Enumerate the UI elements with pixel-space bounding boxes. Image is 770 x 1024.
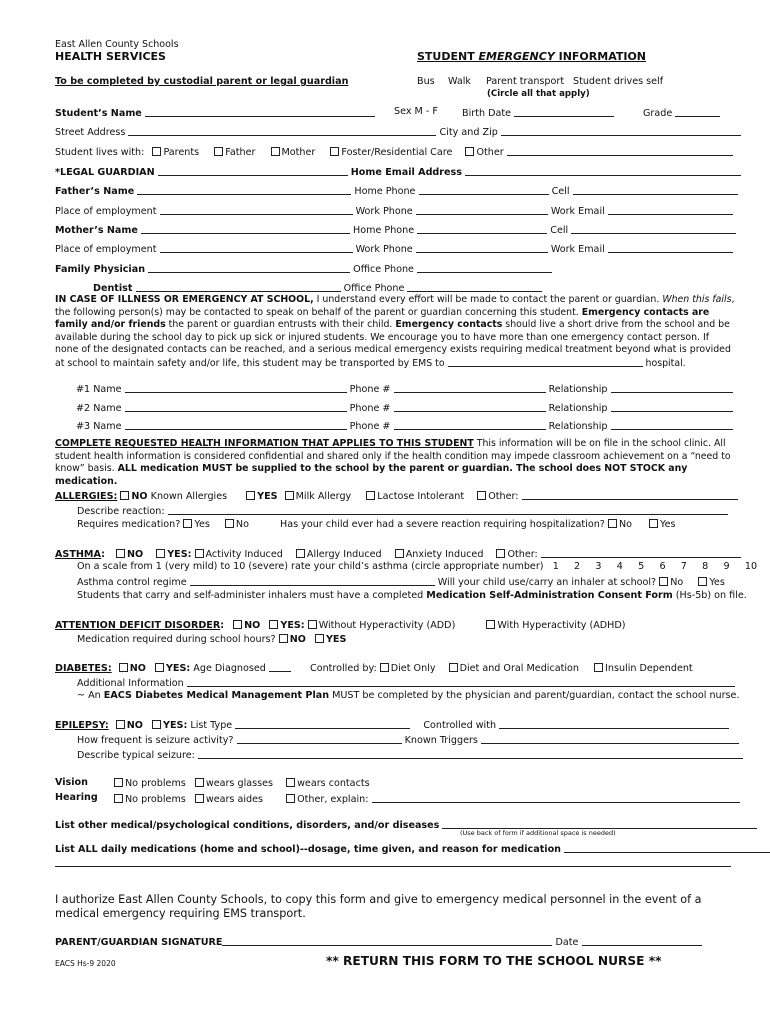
asthma-scale-numbers[interactable]: 1 2 3 4 5 6 7 8 9 10 (552, 561, 758, 572)
allergies-other-checkbox[interactable]: Other: (477, 491, 518, 502)
transport-walk[interactable]: Walk (448, 76, 471, 87)
requires-yes-checkbox[interactable]: Yes (183, 519, 210, 530)
allergy-induced-checkbox[interactable]: Allergy Induced (296, 549, 382, 560)
signature-row: PARENT/GUARDIAN SIGNATURE Date (55, 936, 702, 948)
lactose-checkbox[interactable]: Lactose Intolerant (366, 491, 464, 502)
describe-reaction-row: Describe reaction: (77, 505, 728, 517)
legal-guardian-field[interactable] (158, 166, 348, 176)
foster-checkbox[interactable]: Foster/Residential Care (330, 147, 452, 158)
return-note: ** RETURN THIS FORM TO THE SCHOOL NURSE ** (326, 954, 662, 968)
activity-induced-checkbox[interactable]: Activity Induced (195, 549, 283, 560)
with-hyperactivity-checkbox[interactable]: With Hyperactivity (ADHD) (486, 620, 625, 631)
dentist-row: Dentist Office Phone (93, 282, 542, 294)
contact-3-phone-field[interactable] (394, 420, 546, 430)
back-of-form-note: (Use back of form if additional space is needed) (460, 829, 616, 837)
contact-2-phone-field[interactable] (394, 402, 546, 412)
emergency-contact-2: #2 Name Phone # Relationship (76, 402, 733, 414)
severe-yes-checkbox[interactable]: Yes (649, 519, 676, 530)
birth-date-row: Birth Date (462, 107, 614, 119)
emergency-contact-1: #1 Name Phone # Relationship (76, 383, 733, 395)
add-yes-checkbox[interactable]: YES: (269, 620, 304, 631)
form-title: STUDENT EMERGENCY INFORMATION (417, 50, 647, 63)
street-address-field[interactable] (128, 126, 436, 136)
allergies-other-field[interactable] (522, 490, 738, 500)
mother-work-phone-field[interactable] (416, 243, 548, 253)
dentist-field[interactable] (136, 282, 341, 292)
diabetes-additional-row: Additional Information (77, 677, 735, 689)
contact-2-relationship-field[interactable] (611, 402, 733, 412)
add-row: ATTENTION DEFICIT DISORDER: NO YES: Without Hyperactivity (ADD) With Hyperactivity (ADHD) (55, 620, 626, 631)
without-hyperactivity-checkbox[interactable]: Without Hyperactivity (ADD) (308, 620, 456, 631)
asthma-yes-checkbox[interactable]: YES: (156, 549, 191, 560)
sex-field[interactable]: Sex M - F (394, 106, 438, 117)
health-paragraph: COMPLETE REQUESTED HEALTH INFORMATION THAT APPLIES TO THIS STUDENT This information will be on file in the school clinic. All student health information is considered confidential and shared only if the health condition may impede classroom achievement on a “need to know” basis. ALL medication MUST be supplied to the school by the parent or guardian. The school does NOT STOCK any medication. (55, 438, 731, 487)
inhaler-yes-checkbox[interactable]: Yes (698, 577, 725, 588)
father-row: Father’s Name Home Phone Cell (55, 185, 738, 197)
father-checkbox[interactable]: Father (214, 147, 255, 158)
other-checkbox[interactable]: Other (465, 147, 503, 158)
diabetes-yes-checkbox[interactable]: YES: (155, 663, 190, 674)
add-medication-row: Medication required during school hours? NO YES (77, 634, 347, 645)
self-admin-note: Students that carry and self-administer inhalers must have a completed Medication Self-Administration Consent Form (Hs-5b) on file. (77, 590, 747, 601)
requires-no-checkbox[interactable]: No (225, 519, 249, 530)
date-field[interactable] (582, 936, 702, 946)
asthma-scale-row: On a scale from 1 (very mild) to 10 (severe) rate your child’s asthma (circle appropriate number) 1 2 3 4 5 6 7 8 9 10 (77, 561, 758, 572)
father-home-phone-field[interactable] (419, 185, 549, 195)
asthma-control-row: Asthma control regime Will your child use/carry an inhaler at school? No Yes (77, 577, 725, 588)
mother-checkbox[interactable]: Mother (271, 147, 316, 158)
legal-guardian-row: *LEGAL GUARDIAN Home Email Address (55, 166, 741, 178)
mother-row: Mother’s Name Home Phone Cell (55, 224, 736, 236)
physician-phone-field[interactable] (417, 263, 552, 273)
contact-3-relationship-field[interactable] (611, 420, 733, 430)
allergies-no-checkbox[interactable]: NO Known Allergies (120, 491, 227, 502)
allergies-yes-checkbox[interactable]: YES (246, 491, 277, 502)
diabetes-plan-note: ~ An EACS Diabetes Medical Management Plan MUST be completed by the physician and parent/guardian, contact the school nurse. (77, 690, 740, 701)
contact-3-name-field[interactable] (125, 420, 347, 430)
vision-label: Vision (55, 777, 88, 788)
lives-other-field[interactable] (507, 146, 733, 156)
diabetes-no-checkbox[interactable]: NO (119, 663, 146, 674)
mother-home-phone-field[interactable] (417, 224, 547, 234)
add-med-yes-checkbox[interactable]: YES (315, 634, 346, 645)
add-med-no-checkbox[interactable]: NO (279, 634, 306, 645)
department-title: HEALTH SERVICES (55, 50, 166, 63)
hearing-no-problems-checkbox[interactable]: No problems (114, 794, 186, 805)
insulin-checkbox[interactable]: Insulin Dependent (594, 663, 693, 674)
street-row: Street Address City and Zip (55, 126, 741, 138)
describe-reaction-field[interactable] (168, 505, 728, 515)
glasses-checkbox[interactable]: wears glasses (195, 778, 273, 789)
other-conditions-row: List other medical/psychological conditions, disorders, and/or diseases (55, 819, 757, 831)
allergies-row: ALLERGIES: NO Known Allergies YES Milk Allergy Lactose Intolerant Other: (55, 490, 738, 502)
transport-student-drives[interactable]: Student drives self (573, 76, 664, 87)
mother-employment-field[interactable] (160, 243, 353, 253)
physician-row: Family Physician Office Phone (55, 263, 552, 275)
authorization-text: I authorize East Allen County Schools, to copy this form and give to emergency medical personnel in the event of a medical emergency requiring EMS transport. (55, 893, 702, 920)
asthma-no-checkbox[interactable]: NO (116, 549, 143, 560)
describe-seizure-field[interactable] (198, 749, 743, 759)
father-work-email-field[interactable] (608, 205, 733, 215)
asthma-control-field[interactable] (190, 576, 435, 586)
transport-bus[interactable]: Bus (417, 76, 435, 87)
add-no-checkbox[interactable]: NO (233, 620, 260, 631)
father-employment-row: Place of employment Work Phone Work Email (55, 205, 733, 217)
contact-1-phone-field[interactable] (394, 383, 546, 393)
form-id: EACS Hs-9 2020 (55, 959, 116, 968)
describe-seizure-row: Describe typical seizure: (77, 749, 743, 761)
diet-only-checkbox[interactable]: Diet Only (380, 663, 436, 674)
dentist-phone-field[interactable] (407, 282, 542, 292)
epilepsy-row: EPILEPSY: NO YES: List Type Controlled with (55, 719, 729, 731)
seizure-frequency-field[interactable] (237, 734, 402, 744)
milk-allergy-checkbox[interactable]: Milk Allergy (285, 491, 352, 502)
daily-meds-field[interactable] (564, 843, 770, 853)
circle-note: (Circle all that apply) (487, 89, 590, 99)
form-subtitle: To be completed by custodial parent or legal guardian (55, 76, 349, 87)
contact-1-name-field[interactable] (125, 383, 347, 393)
vision-no-problems-checkbox[interactable]: No problems (114, 778, 186, 789)
hospital-field[interactable] (448, 357, 643, 367)
asthma-other-field[interactable] (541, 548, 741, 558)
severe-no-checkbox[interactable]: No (608, 519, 632, 530)
epilepsy-type-field[interactable] (235, 719, 410, 729)
epilepsy-no-checkbox[interactable]: NO (116, 720, 143, 731)
contacts-checkbox[interactable]: wears contacts (286, 778, 370, 789)
age-diagnosed-field[interactable] (269, 662, 291, 672)
father-employment-field[interactable] (160, 205, 353, 215)
daily-meds-line-2[interactable] (55, 866, 731, 867)
district-name: East Allen County Schools (55, 39, 179, 50)
mother-name-field[interactable] (141, 224, 350, 234)
father-cell-field[interactable] (573, 185, 738, 195)
student-name-row: Student’s Name (55, 107, 375, 119)
requires-medication-row: Requires medication? Yes No Has your child ever had a severe reaction requiring hospitalization? No Yes (77, 519, 676, 530)
mother-employment-row: Place of employment Work Phone Work Email (55, 243, 733, 255)
hearing-other-field[interactable] (372, 793, 740, 803)
home-email-field[interactable] (465, 166, 741, 176)
lives-with-row: Student lives with: Parents Father Mother Foster/Residential Care Other (55, 146, 733, 158)
emergency-contact-3: #3 Name Phone # Relationship (76, 420, 733, 432)
diabetes-row: DIABETES: NO YES: Age Diagnosed Controlled by: Diet Only Diet and Oral Medication Insulin Dependent (55, 663, 693, 674)
asthma-other-checkbox[interactable]: Other: (496, 549, 537, 560)
other-conditions-field[interactable] (442, 819, 757, 829)
contact-1-relationship-field[interactable] (611, 383, 733, 393)
seizure-frequency-row: How frequent is seizure activity? Known Triggers (77, 734, 739, 746)
father-name-field[interactable] (137, 185, 351, 195)
transport-parent[interactable]: Parent transport (486, 76, 565, 87)
aides-checkbox[interactable]: wears aides (195, 794, 263, 805)
mother-cell-field[interactable] (571, 224, 736, 234)
hearing-other-checkbox[interactable]: Other, explain: (286, 794, 368, 805)
inhaler-no-checkbox[interactable]: No (659, 577, 683, 588)
hearing-row (114, 793, 740, 805)
diabetes-additional-field[interactable] (187, 677, 735, 687)
epilepsy-yes-checkbox[interactable]: YES: (152, 720, 187, 731)
birth-date-field[interactable] (514, 107, 614, 117)
signature-field[interactable] (222, 936, 552, 946)
asthma-row: ASTHMA: NO YES: Activity Induced Allergy Induced Anxiety Induced Other: (55, 548, 741, 560)
physician-field[interactable] (148, 263, 350, 273)
triggers-field[interactable] (481, 734, 739, 744)
vision-row (114, 778, 370, 789)
mother-work-email-field[interactable] (608, 243, 733, 253)
emergency-paragraph: IN CASE OF ILLNESS OR EMERGENCY AT SCHOOL, I understand every effort will be made to contact the parent or guardian. When this fails, the following person(s) may be contacted to speak on behalf of the parent or guardian concerning this student. Emergency contacts are family and/or friends the parent or guardian entrusts with their child. Emergency contacts should live a short drive from the school and be available during the school day to pick up sick or injured students. We encourage you to have more than one emergency contact person. If none of the designated contacts can be reached, and a serious medical emergency exists requiring medical treatment beyond what is provided at school to maintain safety and/or life, this student may be transported by EMS to hospital. (55, 294, 735, 369)
epilepsy-controlled-field[interactable] (499, 719, 729, 729)
hearing-label: Hearing (55, 792, 98, 803)
parents-checkbox[interactable]: Parents (152, 147, 199, 158)
anxiety-induced-checkbox[interactable]: Anxiety Induced (395, 549, 484, 560)
grade-row: Grade (643, 107, 720, 119)
grade-field[interactable] (675, 107, 720, 117)
father-work-phone-field[interactable] (416, 205, 548, 215)
contact-2-name-field[interactable] (125, 402, 347, 412)
diet-oral-checkbox[interactable]: Diet and Oral Medication (449, 663, 579, 674)
city-zip-field[interactable] (501, 126, 741, 136)
daily-meds-row: List ALL daily medications (home and school)--dosage, time given, and reason for medication (55, 843, 770, 855)
student-name-field[interactable] (145, 107, 375, 117)
